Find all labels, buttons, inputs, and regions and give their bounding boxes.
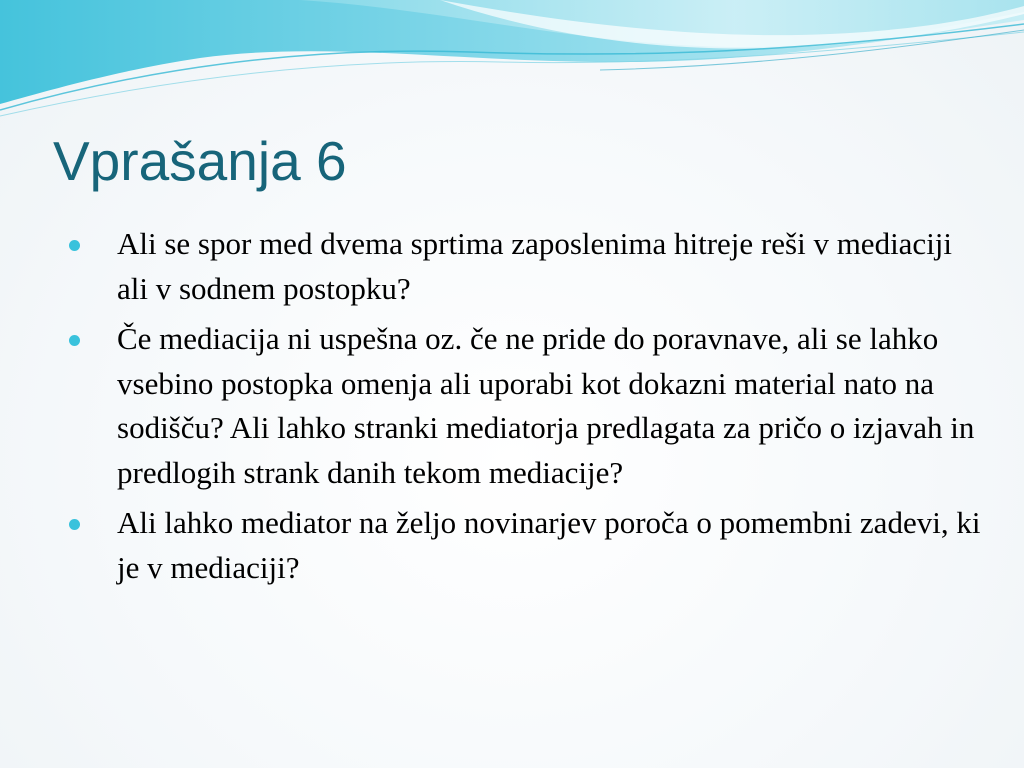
bullet-item xyxy=(62,501,982,590)
bullet-item xyxy=(62,222,982,311)
bullet-list xyxy=(62,222,982,596)
bullet-text: Ali se spor med dvema sprtima zaposlenima hitreje reši v mediaciji ali v sodnem postopku? xyxy=(117,226,953,306)
bullet-dot-icon xyxy=(69,519,80,530)
bullet-dot-icon xyxy=(69,335,80,346)
header-wave-decoration xyxy=(0,0,1024,140)
slide-title: Vprašanja 6 xyxy=(53,130,347,192)
bullet-item xyxy=(62,317,982,495)
bullet-text: Ali lahko mediator na željo novinarjev poroča o pomembni zadevi, ki je v mediaciji? xyxy=(117,505,981,585)
bullet-text: Če mediacija ni uspešna oz. če ne pride do poravnave, ali se lahko vsebino postopka omenja ali uporabi kot dokazni material nato na sodišču? Ali lahko stranki mediatorja predlagata za pričo o izjavah in predlogih strank danih tekom mediacije? xyxy=(117,321,975,490)
bullet-dot-icon xyxy=(69,240,80,251)
